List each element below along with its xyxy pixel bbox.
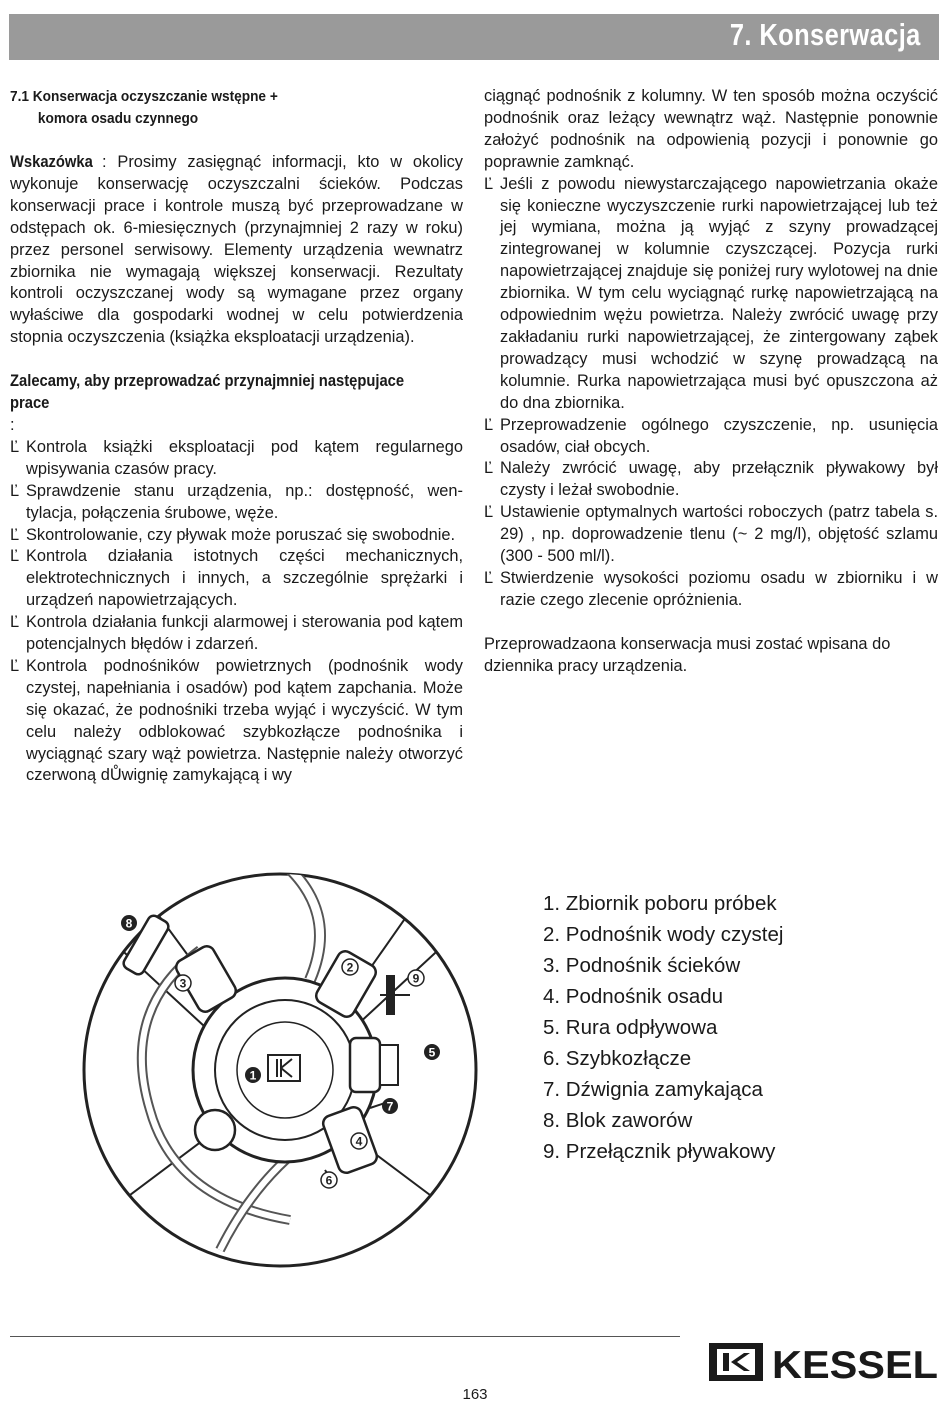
callout-5 (424, 1044, 440, 1060)
closing-paragraph: Przeprowadzaona konserwacja musi zostać wpisana do dziennika pracy urządzenia. (484, 634, 891, 675)
recommend-colon: : (10, 415, 15, 434)
task-text: Stwierdzenie wysokości poziomu osadu w zbiorniku i w razie czego zlecenie opróżnienia. (500, 568, 938, 609)
tasks-list-right (484, 174, 938, 612)
tasks-list-left (10, 437, 463, 788)
callout-6 (321, 1172, 337, 1188)
svg-text:2: 2 (346, 960, 354, 975)
callout-9 (408, 970, 424, 986)
task-item (484, 415, 938, 459)
section-heading-line-1: 7.1 Konserwacja oczyszczanie wstępne + (10, 88, 278, 105)
legend-item: 5. Rura odpływowa (543, 1016, 718, 1039)
recommend-heading (10, 371, 463, 437)
chapter-title: 7. Konserwacja (730, 17, 921, 52)
task-item (484, 458, 938, 502)
task-text: Jeśli z powodu niewystarczającego napowietrzania okaże się konieczne wyczyszczenie rurki napowietrzającej lub też jej wymiana, można ją wyjąć z szyny prowadzącej zintegrowanej w kolumnie czyszczącej. Pozycja rurki napowietrzającej znajduje się poniżej rury wylotowej na dnie zbiornika. W tym celu wyciągnąć rurkę napowietrzającą na odpowiednim wężu powietrza. Należy zwrócić uwagę przy zakładaniu rurki napowietrzającej, że zintergowany ząbek prowadzący musi wchodzić w szynę prowadzącą na kolumnie. Rurka napowietrzająca musi być opuszczona aż do dna zbiornika. (500, 174, 938, 412)
task-item (484, 568, 938, 612)
task-text: Kontrola działania funkcji alarmowej i sterowania pod kątem potencjalnych błędów i zdarzeń. (26, 613, 463, 654)
kessel-logo-small (268, 1055, 300, 1081)
callout-7 (382, 1098, 398, 1114)
task-text: Kontrola książki eksploatacji pod kątem regularnego wpisywania czasów pracy. (26, 437, 463, 478)
callout-8 (121, 915, 137, 931)
legend-item: 1. Zbiornik poboru próbek (543, 892, 777, 915)
page-number: 163 (462, 1386, 488, 1403)
svg-text:6: 6 (325, 1173, 333, 1188)
task-text: Kontrola działania istotnych części mechanicznych, elektrotechnicznych i innych, a szczególnie sprężarki i urządzeń napowietrzających. (26, 547, 463, 610)
task-text: Należy zwrócić uwagę, aby przełącznik pływakowy był czysty i leżał swobodnie. (500, 459, 938, 500)
svg-text:8: 8 (125, 916, 133, 931)
bullet-mark: Ľ (10, 613, 20, 632)
recommend-label: Zalecamy, aby przeprowadzać przynajmniej następujace prace (10, 372, 405, 413)
svg-text:4: 4 (355, 1134, 363, 1149)
legend-item: 7. Dźwignia zamykająca (543, 1078, 763, 1101)
continuation-paragraph: ciągnąć podnośnik z kolumny. W ten sposób można oczyścić podnośnik oraz leżący wewnątrz wąż. Następnie ponownie założyć podnośnik na odpowienią pozycji i ponownie go poprawnie zamknąć. (484, 87, 938, 171)
task-item (10, 525, 463, 547)
bullet-mark: Ľ (484, 459, 494, 478)
footer-rule (10, 1336, 680, 1337)
task-text: Sprawdzenie stanu urządzenia, np.: dostępność, wentylacja, połączenia śrubowe, węże. (26, 481, 463, 522)
task-item (10, 437, 463, 481)
legend-item: 4. Podnośnik osadu (543, 985, 724, 1008)
bullet-mark: Ľ (484, 174, 494, 193)
bullet-mark: Ľ (484, 503, 494, 522)
svg-text:1: 1 (249, 1068, 257, 1083)
svg-text:9: 9 (412, 971, 420, 986)
callout-3 (175, 975, 191, 991)
legend-item: 2. Podnośnik wody czystej (543, 923, 784, 946)
outlet-pipe (350, 1038, 380, 1092)
callout-4 (351, 1133, 367, 1149)
right-column (484, 86, 938, 678)
clarifier-top-view-figure (80, 870, 480, 1270)
task-text: Skontrolowanie, czy pływak może poruszać się swobodnie. (26, 525, 456, 544)
bullet-mark: Ľ (484, 568, 494, 587)
task-item (484, 502, 938, 568)
legend-item: 9. Przełącznik pływakowy (543, 1140, 776, 1163)
task-item (10, 546, 463, 612)
callout-1 (245, 1067, 261, 1083)
kessel-logo (708, 1340, 940, 1384)
section-heading-line-2: komora osadu czynnego (37, 110, 199, 127)
task-item (10, 656, 463, 787)
task-text: Przeprowadzenie ogólnego czyszczenie, np. usunięcia osadów, ciał obcych. (500, 415, 938, 456)
task-item (10, 481, 463, 525)
chapter-header-bar (9, 14, 939, 60)
bullet-mark: Ľ (10, 547, 20, 566)
kessel-logo-text: KESSEL (772, 1344, 938, 1384)
task-text: Ustawienie optymalnych wartości roboczych (patrz tabela s. 29) , np. doprowadzenie tlenu (~ 2 mg/l), objętość szlamu (300 - 500 ml/l). (500, 503, 938, 566)
section-heading (10, 86, 418, 130)
svg-text:3: 3 (179, 976, 187, 991)
float-housing (195, 1110, 235, 1150)
svg-text:5: 5 (428, 1045, 436, 1060)
note-text: : Prosimy zasięgnąć informacji, kto w okolicy wykonuje konserwację oczyszczalni ścieków. Podczas konserwacji prace i kontrole muszą być przeprowadzane w odstępach ok. 6-miesięcznych (przynajmniej 2 razy w roku) przez personel serwisowy. Elementy urządzenia wewnatrz zbiornika nie wymagają większej konserwacji. Rezultaty kontroli oczyszczanej wody są wymagane przez organy wyłaściwe dla gospodarki wodnej w celu potwierdzenia stopnia oczyszczenia (książka eksploatacji urządzenia). (10, 153, 463, 347)
callout-2 (342, 959, 358, 975)
task-item (484, 174, 938, 415)
legend-item: 8. Blok zaworów (543, 1109, 693, 1132)
bullet-mark: Ľ (10, 656, 20, 675)
svg-text:7: 7 (386, 1099, 394, 1114)
task-text: Kontrola podnośników powietrznych (podnośnik wody czystej, napełniania i osadów) pod kątem zapchania. Może się okazać, że podnośniki trzeba wyjąć i wyczyścić. W tym celu należy odblokować szybkozłącze podnośnika i wyciągnąć szary wąż powietrza. Następnie należy otworzyć czerwoną dŮwignię zamykającą i wy (26, 656, 463, 785)
outlet-pipe-end (380, 1045, 398, 1085)
legend-item: 3. Podnośnik ścieków (543, 954, 741, 977)
figure-legend (543, 888, 783, 1167)
bullet-mark: Ľ (10, 525, 20, 544)
task-item (10, 612, 463, 656)
left-column (10, 86, 463, 787)
note-label: Wskazówka (10, 153, 93, 171)
bullet-mark: Ľ (10, 437, 20, 456)
bullet-mark: Ľ (10, 481, 20, 500)
note-paragraph (10, 152, 463, 349)
legend-item: 6. Szybkozłącze (543, 1047, 692, 1070)
bullet-mark: Ľ (484, 415, 494, 434)
